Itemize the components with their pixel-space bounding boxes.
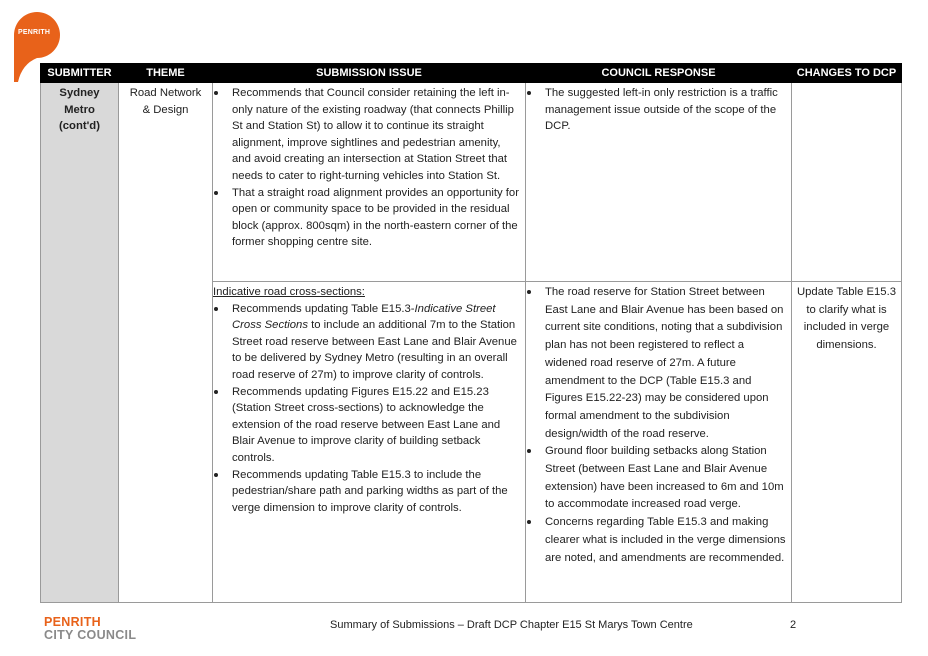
list-item: Recommends updating Figures E15.22 and E15.23 (Station Street cross-sections) to acknowledge the extension of the road reserve between East Lane and Blair Avenue to improve clarity of building setback controls. (217, 384, 521, 467)
table-header-row (41, 64, 902, 83)
submitter-cell: Sydney Metro (cont'd) (41, 83, 119, 603)
list-item: The road reserve for Station Street between East Lane and Blair Avenue has been based on current site conditions, noting that a subdivision plan has not been registered to reflect a widened road reserve of 27m. A future amendment to the DCP (Table E15.3 and Figures E15.22-23) may be considered upon formal amendment to the subdivision design/width of the road reserve. (530, 284, 787, 443)
list-item: That a straight road alignment provides an opportunity for open or community space to be provided in the residual block (approx. 800sqm) in the north-eastern corner of the former shopping centre site. (217, 185, 521, 251)
list-item: Recommends that Council consider retaining the left in-only nature of the existing roadway (that connects Phillip St and Station St) to allow it to continue its straight alignment, improve sightlines and pedestrian amenity, and avoid creating an intersection at Station Street that needs to cater to right-turning vehicles into Station St. (217, 85, 521, 185)
list-item: Recommends updating Table E15.3 to include the pedestrian/share path and parking widths as part of the verge dimension to improve clarity of controls. (217, 467, 521, 517)
header-council-response: COUNCIL RESPONSE (526, 64, 792, 83)
penrith-city-council-logo: PENRITH CITY COUNCIL (44, 615, 137, 642)
theme-cell: Road Network & Design (119, 83, 213, 603)
section-heading: Indicative road cross-sections: (213, 286, 365, 298)
changes-cell: Update Table E15.3 to clarify what is included in verge dimensions. (792, 282, 902, 603)
list-item: The suggested left-in only restriction is a traffic management issue outside of the scope of the DCP. (530, 85, 787, 135)
changes-cell (792, 83, 902, 282)
header-submission-issue: SUBMISSION ISSUE (213, 64, 526, 83)
list-item: Concerns regarding Table E15.3 and making clearer what is included in the verge dimensions are noted, and amendments are recommended. (530, 514, 787, 567)
response-cell (526, 83, 792, 282)
list-item: Recommends updating Table E15.3-Indicative Street Cross Sections to include an additional 7m to the Station Street road reserve between East Lane and Blair Avenue to be delivered by Sydney Metro (resulting in an overall road reserve of 27m) to improve clarity of controls. (217, 301, 521, 384)
header-changes-to-dcp: CHANGES TO DCP (792, 64, 902, 83)
page-number: 2 (790, 619, 797, 631)
table-row (41, 83, 902, 282)
logo-text: PENRITH (18, 29, 51, 36)
issue-cell (213, 282, 526, 603)
header-theme: THEME (119, 64, 213, 83)
list-item: Ground floor building setbacks along Station Street (between East Lane and Blair Avenue extension) have been increased to 6m and 10m to accommodate increased road verge. (530, 443, 787, 514)
header-submitter: SUBMITTER (41, 64, 119, 83)
footer-title: Summary of Submissions – Draft DCP Chapter E15 St Marys Town Centre (330, 619, 693, 631)
submissions-table (40, 63, 902, 603)
response-cell (526, 282, 792, 603)
issue-cell (213, 83, 526, 282)
